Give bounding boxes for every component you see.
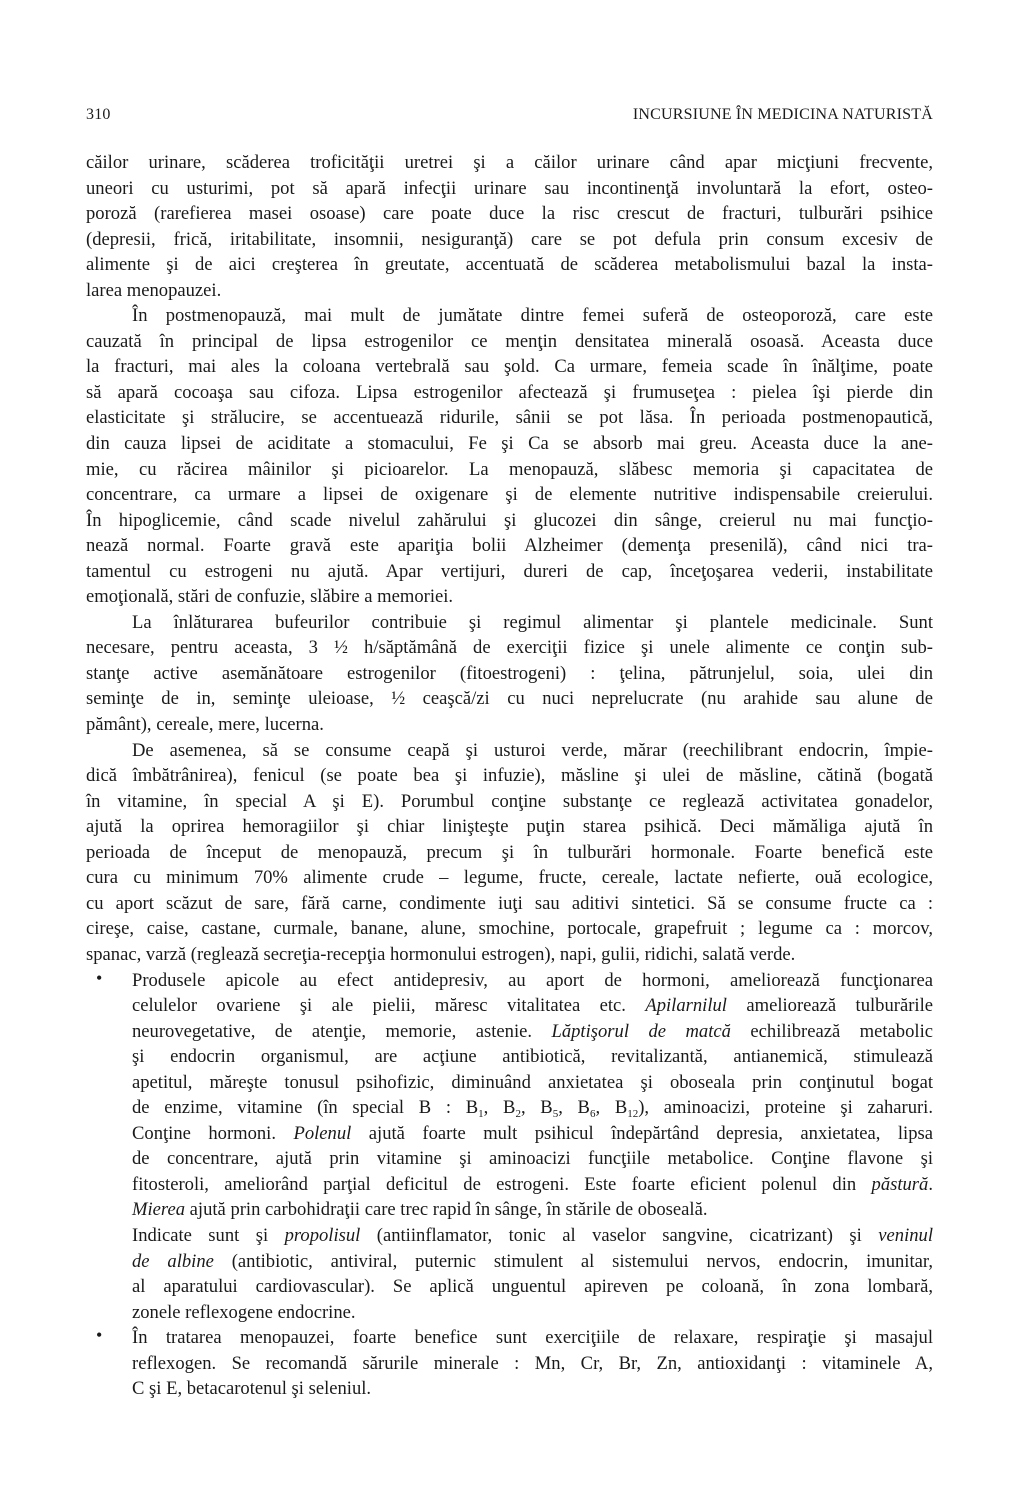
text-line: alimente şi de aici creşterea în greutate, accentuată de scăderea metabolismului bazal la insta-	[86, 254, 933, 276]
text-run: ajută prin carbohidraţii care trec rapid în sânge, în stările de oboseală.	[185, 1199, 708, 1221]
text-line: De asemenea, să se consume ceapă şi usturoi verde, mărar (reechilibrant endocrin, împie-	[132, 739, 933, 761]
text-run: zonele reflexogene endocrine.	[132, 1301, 356, 1323]
italic-term: propolisul	[284, 1224, 361, 1246]
text-line: În postmenopauză, mai mult de jumătate dintre femei suferă de osteoporoză, care este	[132, 305, 933, 327]
bullet-item	[86, 1325, 933, 1402]
text-line: (depresii, frică, iritabilitate, insomnii, nesiguranţă) care se pot defula prin consum excesiv de	[86, 228, 933, 250]
text-run: C şi E, betacarotenul şi seleniul.	[132, 1378, 372, 1400]
text-line: din cauza lipsei de aciditate a stomacului, Fe şi Ca se absorb mai greu. Aceasta duce la ane-	[86, 433, 933, 455]
text-run: echilibrează metabolic	[730, 1020, 933, 1042]
text-line	[132, 1095, 933, 1121]
text-line	[132, 1146, 933, 1172]
text-run: Conţine hormoni.	[132, 1122, 294, 1144]
bullet-icon: •	[96, 1325, 103, 1346]
text-line: uneori cu usturimi, pot să apară infecţii urinare sau incontinenţă involuntară la efort, osteo-	[86, 177, 933, 199]
text-line: tamentul cu estrogeni nu ajută. Apar vertijuri, dureri de cap, înceţoşarea vederii, instabilitate	[86, 560, 933, 582]
text-line: mie, cu răcirea mâinilor şi picioarelor. La menopauză, slăbesc memoria şi capacitatea de	[86, 458, 933, 480]
text-run: În tratarea menopauzei, foarte benefice sunt exerciţiile de relaxare, respiraţie şi masajul	[132, 1327, 933, 1349]
subscript: 5	[552, 1108, 559, 1121]
text-line	[132, 1274, 933, 1300]
text-line: la fracturi, mai ales la coloana vertebrală sau şold. Ca urmare, femeia scade în înălţime, poate	[86, 356, 933, 378]
text-run: (antiinflamator, tonic al vaselor sangvine, cicatrizant) şi	[360, 1224, 879, 1246]
italic-term: de albine	[132, 1250, 214, 1272]
text-line: ajută la oprirea hemoragiilor şi chiar linişteşte puţin starea psihică. Deci mămăliga ajută în	[86, 816, 933, 838]
text-run: celulelor ovariene şi ale pielii, măresc vitalitatea etc.	[132, 995, 646, 1017]
text-run: ameliorează tulburările	[726, 995, 934, 1017]
text-line: căilor urinare, scăderea troficităţii uretrei şi a căilor urinare când apar micţiuni frecvente,	[86, 152, 933, 173]
text-line: cireşe, caise, castane, curmale, banane, alune, smochine, portocale, grapefruit ; legume ca : morcov,	[86, 918, 933, 940]
text-line: necesare, pentru aceasta, 3 ½ h/săptămână de exerciţii fizice şi unele alimente ce conţin sub-	[86, 637, 933, 659]
text-line	[132, 1376, 933, 1402]
text-run: de enzime, vitamine (în special B : B	[132, 1097, 479, 1119]
text-line	[132, 1019, 933, 1045]
text-line: La înlăturarea bufeurilor contribuie şi regimul alimentar şi plantele medicinale. Sunt	[132, 611, 933, 633]
text-line: poroză (rarefierea masei osoase) care poate duce la risc crescut de fracturi, tulburări psihice	[86, 203, 933, 225]
text-run: , B	[520, 1097, 553, 1119]
text-line: pământ), cereale, mere, lucerna.	[86, 714, 324, 736]
subscript: 12	[627, 1108, 639, 1121]
text-run: reflexogen. Se recomandă sărurile minerale : Mn, Cr, Br, Zn, antioxidanţi : vitaminele A,	[132, 1352, 933, 1374]
text-line: larea menopauzei.	[86, 279, 222, 301]
text-line: perioada de început de menopauză, precum şi în tulburări hormonale. Foarte benefică este	[86, 841, 933, 863]
text-run: , B	[483, 1097, 516, 1119]
text-run: ajută foarte mult psihicul îndepărtând depresia, anxietatea, lipsa	[351, 1122, 933, 1144]
page-number: 310	[86, 106, 111, 123]
text-line: seminţe de in, seminţe uleioase, ½ ceaşcă/zi cu nuci neprelucrate (nu arahide sau alune de	[86, 688, 933, 710]
bullet-item	[86, 968, 933, 1326]
text-run: .	[928, 1173, 933, 1195]
paragraph	[86, 610, 933, 738]
text-line	[132, 1300, 933, 1326]
paragraph	[86, 150, 933, 303]
subscript: 2	[515, 1108, 521, 1121]
text-line	[132, 1325, 933, 1351]
text-line: spanac, varză (reglează secreţia-recepţia hormonului estrogen), napi, gulii, ridichi, salată verde.	[86, 943, 796, 965]
italic-term: veninul	[878, 1224, 934, 1246]
italic-term: Polenul	[293, 1122, 352, 1144]
running-header	[86, 106, 933, 130]
text-run: (antibiotic, antiviral, puternic stimulent al sistemului nervos, endocrin, imunitar,	[213, 1250, 933, 1272]
text-run: al aparatului cardiovascular). Se aplică unguentul apireven pe coloană, în zona lombară,	[132, 1276, 933, 1298]
text-line	[132, 1044, 933, 1070]
text-line: nează normal. Foarte gravă este apariţia bolii Alzheimer (demenţa presenilă), când nici tra-	[86, 535, 933, 557]
text-line: În hipoglicemie, când scade nivelul zahărului şi glucozei din sânge, creierul nu mai funcţio-	[86, 509, 933, 531]
italic-term: păstură	[871, 1173, 929, 1195]
text-line: cura cu minimum 70% alimente crude – legume, fructe, cereale, lactate nefierte, ouă ecologice,	[86, 867, 933, 889]
paragraph	[86, 303, 933, 610]
paragraph	[86, 738, 933, 968]
bullet-icon: •	[96, 967, 103, 988]
subscript: 1	[478, 1108, 484, 1121]
text-run: neurovegetative, de atenţie, memorie, astenie.	[132, 1020, 552, 1042]
text-run: şi endocrin organismul, are acţiune antibiotică, revitalizantă, antianemică, stimulează	[132, 1046, 933, 1068]
text-line	[132, 1197, 933, 1223]
italic-term: Mierea	[132, 1199, 186, 1221]
text-line	[132, 1351, 933, 1377]
text-run: , B	[595, 1097, 628, 1119]
italic-term: Apilarnilul	[645, 995, 727, 1017]
text-line	[132, 1249, 933, 1275]
text-line: în vitamine, în special A şi E). Porumbul conţine substanţe ce reglează activitatea gonadelor,	[86, 790, 933, 812]
text-run: Produsele apicole au efect antidepresiv, au aport de hormoni, ameliorează funcţionarea	[132, 969, 933, 991]
text-line: cauzată în principal de lipsa estrogenilor ce menţin densitatea minerală osoasă. Aceasta duce	[86, 330, 933, 352]
subscript: 6	[589, 1108, 596, 1121]
text-line: concentrare, ca urmare a lipsei de oxigenare şi de elemente nutritive indispensabile creierului.	[86, 484, 933, 506]
text-run: apetitul, măreşte tonusul psihofizic, diminuând anxietatea şi oboseala prin conţinutul bogat	[132, 1071, 933, 1093]
text-line: dică îmbătrânirea), fenicul (se poate bea şi infuzie), măsline şi ulei de măsline, cătină (bogată	[86, 765, 933, 787]
text-line: stanţe active asemănătoare estrogenilor (fitoestrogeni) : ţelina, pătrunjelul, soia, ulei din	[86, 662, 933, 684]
text-line: elasticitate şi strălucire, se accentuează ridurile, sânii se pot lăsa. În perioada postmenopautică,	[86, 407, 933, 429]
page-body	[86, 150, 933, 1402]
text-line: emoţională, stări de confuzie, slăbire a memoriei.	[86, 586, 454, 608]
text-line	[132, 993, 933, 1019]
text-line	[132, 1172, 933, 1198]
italic-term: Lăptişorul de matcă	[551, 1020, 731, 1042]
text-run: ), aminoacizi, proteine şi zaharuri.	[638, 1097, 934, 1119]
text-run: , B	[558, 1097, 590, 1119]
text-line: cu aport scăzut de sare, fără carne, condimente iuţi sau aditivi sintetici. Să se consume fructe ca :	[86, 892, 933, 914]
running-title: INCURSIUNE ÎN MEDICINA NATURISTĂ	[632, 106, 933, 123]
text-run: Indicate sunt şi	[132, 1224, 285, 1246]
text-line	[132, 1070, 933, 1096]
text-run: de concentrare, ajută prin vitamine şi aminoacizi funcţiile metabolice. Conţine flavone şi	[132, 1148, 933, 1170]
text-line	[132, 1121, 933, 1147]
text-line: să apară cocoaşa sau cifoza. Lipsa estrogenilor afectează şi frumuseţea : pielea îşi pierde din	[86, 381, 933, 403]
text-run: fitosteroli, ameliorând parţial deficitul de estrogeni. Este foarte eficient polenul din	[132, 1173, 872, 1195]
text-line	[132, 968, 933, 994]
text-line	[132, 1223, 933, 1249]
